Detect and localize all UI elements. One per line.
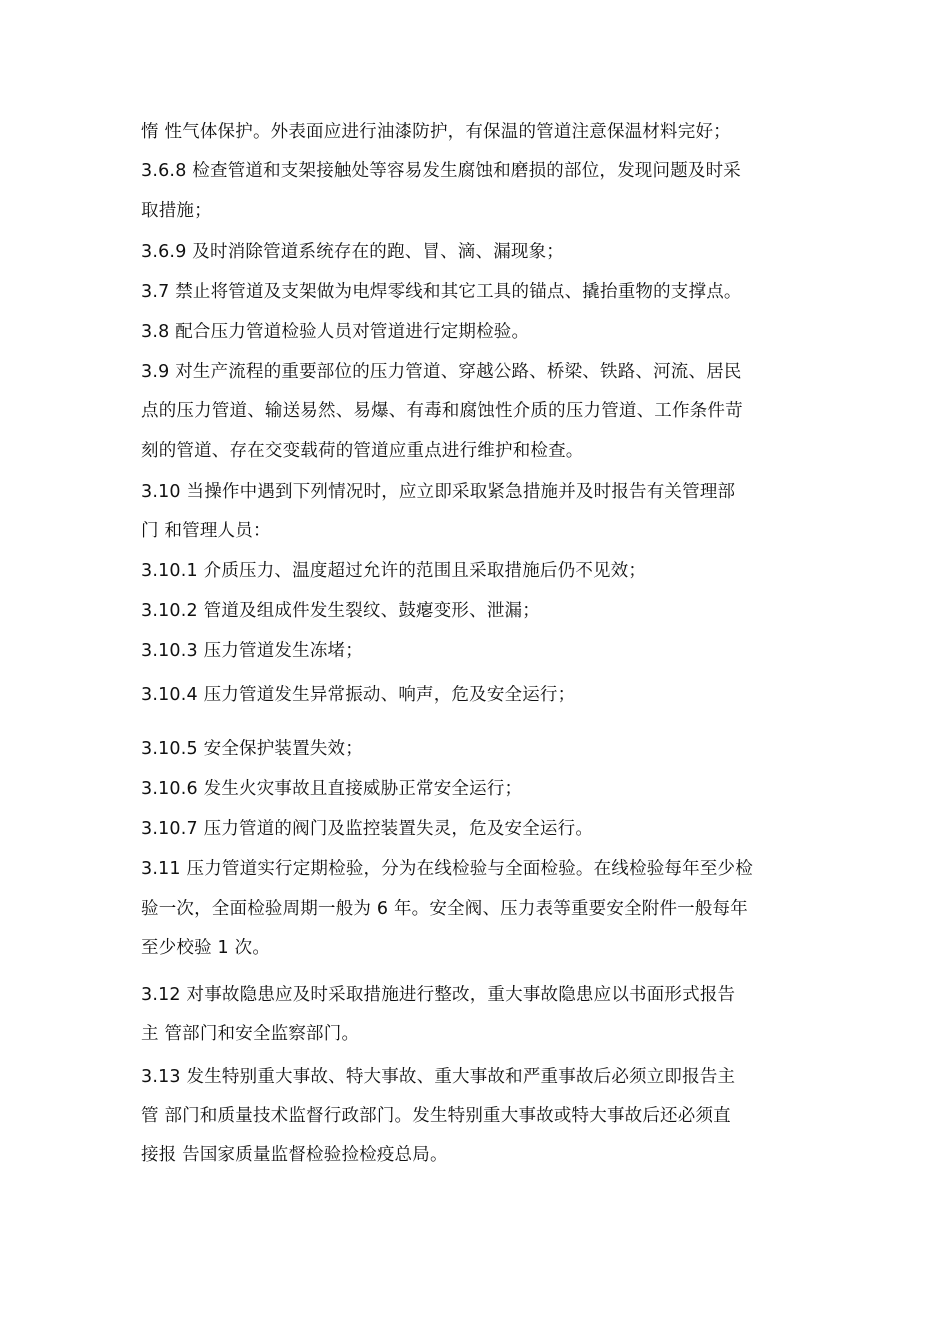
text-line-16: 3.10.5 安全保护装置失效； [141, 739, 363, 759]
text-line-17: 3.10.6 发生火灾事故且直接威胁正常安全运行； [141, 779, 523, 799]
text-line-26: 接报 告国家质量监督检验捡检疫总局。 [141, 1145, 448, 1165]
text-line-18: 3.10.7 压力管道的阀门及监控装置失灵，危及安全运行。 [141, 819, 594, 839]
text-line-8: 点的压力管道、输送易然、易爆、有毒和腐蚀性介质的压力管道、工作条件苛 [141, 401, 743, 421]
text-line-7: 3.9 对生产流程的重要部位的压力管道、穿越公路、桥梁、铁路、河流、居民 [141, 362, 742, 382]
text-line-3: 取措施； [141, 201, 212, 221]
text-line-15: 3.10.4 压力管道发生异常振动、响声，危及安全运行； [141, 685, 576, 705]
text-line-19: 3.11 压力管道实行定期检验，分为在线检验与全面检验。在线检验每年至少检 [141, 859, 753, 879]
text-line-22: 3.12 对事故隐患应及时采取措施进行整改，重大事故隐患应以书面形式报告 [141, 985, 736, 1005]
text-line-6: 3.8 配合压力管道检验人员对管道进行定期检验。 [141, 322, 530, 342]
text-line-21: 至少校验 1 次。 [141, 938, 271, 958]
text-line-5: 3.7 禁止将管道及支架做为电焊零线和其它工具的锚点、撬抬重物的支撑点。 [141, 282, 742, 302]
text-line-1: 惰 性气体保护。外表面应进行油漆防护，有保温的管道注意保温材料完好； [141, 122, 731, 142]
text-line-2: 3.6.8 检查管道和支架接触处等容易发生腐蚀和磨损的部位，发现问题及时采 [141, 161, 741, 181]
text-line-13: 3.10.2 管道及组成件发生裂纹、鼓瘪变形、泄漏； [141, 601, 540, 621]
text-line-12: 3.10.1 介质压力、温度超过允许的范围且采取措施后仍不见效； [141, 561, 647, 581]
text-line-10: 3.10 当操作中遇到下列情况时，应立即采取紧急措施并及时报告有关管理部 [141, 482, 736, 502]
text-line-23: 主 管部门和安全监察部门。 [141, 1024, 360, 1044]
text-line-9: 刻的管道、存在交变载荷的管道应重点进行维护和检查。 [141, 441, 584, 461]
text-line-14: 3.10.3 压力管道发生冻堵； [141, 641, 363, 661]
text-line-11: 门 和管理人员： [141, 521, 271, 541]
text-line-4: 3.6.9 及时消除管道系统存在的跑、冒、滴、漏现象； [141, 242, 564, 262]
text-line-25: 管 部门和质量技术监督行政部门。发生特别重大事故或特大事故后还必须直 [141, 1106, 731, 1126]
text-line-24: 3.13 发生特别重大事故、特大事故、重大事故和严重事故后必须立即报告主 [141, 1067, 736, 1087]
text-line-20: 验一次，全面检验周期一般为 6 年。安全阀、压力表等重要安全附件一般每年 [141, 899, 748, 919]
